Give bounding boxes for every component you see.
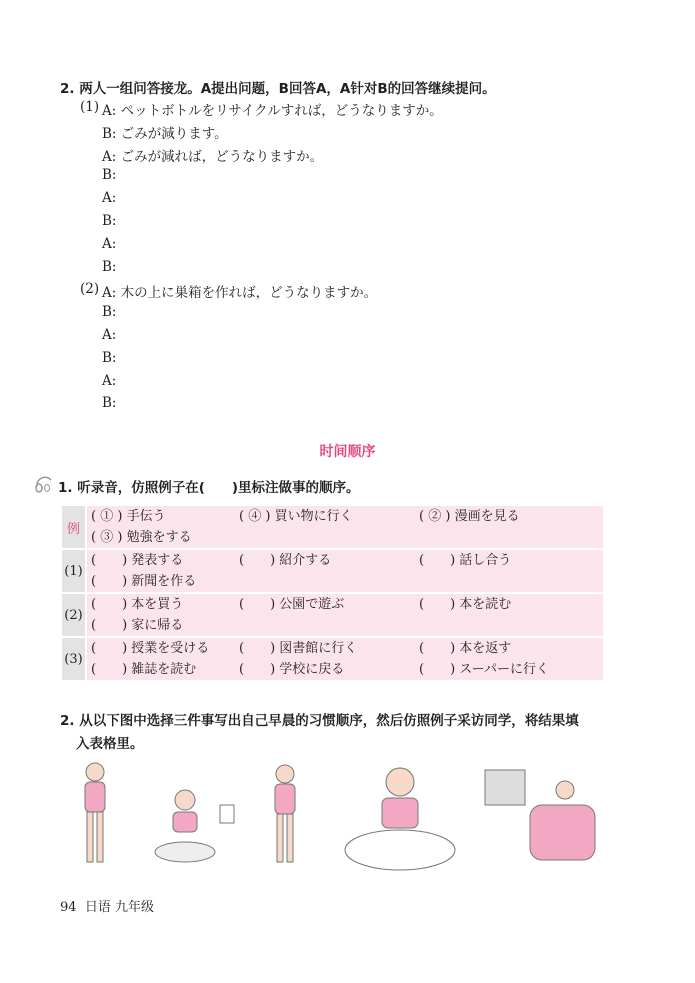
dialog-line: A: xyxy=(102,190,117,207)
activity-text: 新聞を作る xyxy=(131,574,197,589)
part-number: (2) xyxy=(80,281,100,298)
order-item xyxy=(91,527,239,548)
dialog-line: B: xyxy=(102,213,117,229)
activity-text: 紹介する xyxy=(279,553,332,568)
activity-text: 雑誌を読む xyxy=(131,662,197,677)
activity-text: 図書館に行く xyxy=(279,641,358,656)
order-item xyxy=(91,571,239,592)
order-blank[interactable]: ( ① ) xyxy=(91,509,123,524)
dialog-line: B: ごみが減ります。 xyxy=(102,125,228,142)
activity-text: 公園で遊ぶ xyxy=(279,597,345,612)
order-item xyxy=(91,615,239,636)
activity-text: 本を返す xyxy=(459,641,512,656)
exercise-2-heading: 2. 两人一组问答接龙。A提出问题，B回答A，A针对B的回答继续提问。 xyxy=(60,81,496,97)
order-blank[interactable]: ( ) xyxy=(239,553,276,568)
part-number: (1) xyxy=(80,99,100,115)
activity-text: 発表する xyxy=(131,553,184,568)
order-blank[interactable]: ( ) xyxy=(239,662,276,677)
dialog-line: A: ペットボトルをリサイクルすれば，どうなりますか。 xyxy=(102,103,443,119)
activity-text: 勉強をする xyxy=(126,530,192,545)
order-item xyxy=(419,659,599,680)
order-blank[interactable]: ( ) xyxy=(239,641,276,656)
order-blank[interactable]: ( ) xyxy=(91,618,128,633)
order-blank[interactable]: ( ④ ) xyxy=(239,509,271,524)
combing-hair-illustration xyxy=(275,765,295,862)
page-number: 94 xyxy=(60,900,77,915)
table-row xyxy=(62,550,603,592)
order-blank[interactable]: ( ) xyxy=(91,553,128,568)
order-item xyxy=(419,506,599,527)
dialog-line: A: 木の上に巣箱を作れば，どうなりますか。 xyxy=(102,285,378,302)
order-item xyxy=(91,659,239,680)
eating-breakfast-illustration xyxy=(345,768,455,870)
dialog-line: B: xyxy=(102,258,117,275)
order-item xyxy=(239,550,419,571)
order-blank[interactable]: ( ) xyxy=(419,662,456,677)
order-blank[interactable]: ( ) xyxy=(91,597,128,612)
activity-text: 漫画を見る xyxy=(454,509,520,524)
order-item xyxy=(91,638,239,659)
brushing-teeth-illustration xyxy=(85,763,105,862)
order-blank[interactable]: ( ) xyxy=(239,597,276,612)
order-blank[interactable]: ( ) xyxy=(91,641,128,656)
watching-tv-illustration xyxy=(485,770,595,860)
activity-text: 手伝う xyxy=(126,509,166,524)
order-blank[interactable]: ( ) xyxy=(419,597,456,612)
activity-text: 話し合う xyxy=(459,553,512,568)
order-item xyxy=(91,506,239,527)
order-blank[interactable]: ( ) xyxy=(91,574,128,589)
morning-routine-illustrations xyxy=(70,760,610,875)
order-item xyxy=(419,594,599,615)
row-label: (3) xyxy=(62,638,87,680)
listening-heading: 1. 听录音，仿照例子在( )里标注做事的顺序。 xyxy=(58,480,360,496)
activity-text: スーパーに行く xyxy=(459,662,549,677)
activity-text: 学校に戻る xyxy=(279,662,345,677)
order-blank[interactable]: ( ) xyxy=(419,553,456,568)
table-row xyxy=(62,638,603,680)
row-label: (2) xyxy=(62,594,87,636)
dialog-line: B: xyxy=(102,167,117,184)
dialog-line: A: xyxy=(102,372,117,389)
order-table xyxy=(62,504,603,682)
exercise-2b-heading-line1: 2. 从以下图中选择三件事写出自己早晨的习惯顺序，然后仿照例子采访同学，将结果填 xyxy=(60,713,579,729)
dialog-line: A: xyxy=(102,235,117,252)
order-item xyxy=(91,550,239,571)
activity-text: 本を読む xyxy=(459,597,512,612)
order-item xyxy=(91,594,239,615)
order-blank[interactable]: ( ③ ) xyxy=(91,530,123,545)
headphones-icon xyxy=(33,472,55,498)
activity-text: 家に帰る xyxy=(131,618,184,633)
section-title: 时间顺序 xyxy=(319,444,376,460)
order-item xyxy=(239,506,419,527)
dialog-line: B: xyxy=(102,395,117,412)
order-item xyxy=(419,638,599,659)
book-title: 日语 九年级 xyxy=(84,900,154,915)
order-item xyxy=(419,550,599,571)
order-item xyxy=(239,594,419,615)
row-label: 例 xyxy=(62,506,87,548)
dialog-line: A: xyxy=(102,327,117,343)
order-blank[interactable]: ( ) xyxy=(419,641,456,656)
table-row xyxy=(62,506,603,548)
dialog-line: A: ごみが減れば，どうなりますか。 xyxy=(102,148,324,165)
order-item xyxy=(239,659,419,680)
exercise-2b-heading-line2: 入表格里。 xyxy=(76,736,144,752)
page-footer xyxy=(60,896,154,915)
activity-text: 買い物に行く xyxy=(274,509,353,524)
dialog-line: B: xyxy=(102,349,117,366)
order-blank[interactable]: ( ② ) xyxy=(419,509,451,524)
row-label: (1) xyxy=(62,550,87,592)
activity-text: 本を買う xyxy=(131,597,184,612)
activity-text: 授業を受ける xyxy=(131,641,210,656)
washing-face-illustration xyxy=(155,790,234,862)
order-blank[interactable]: ( ) xyxy=(91,662,128,677)
order-item xyxy=(239,638,419,659)
dialog-line: B: xyxy=(102,304,117,321)
table-row xyxy=(62,594,603,636)
